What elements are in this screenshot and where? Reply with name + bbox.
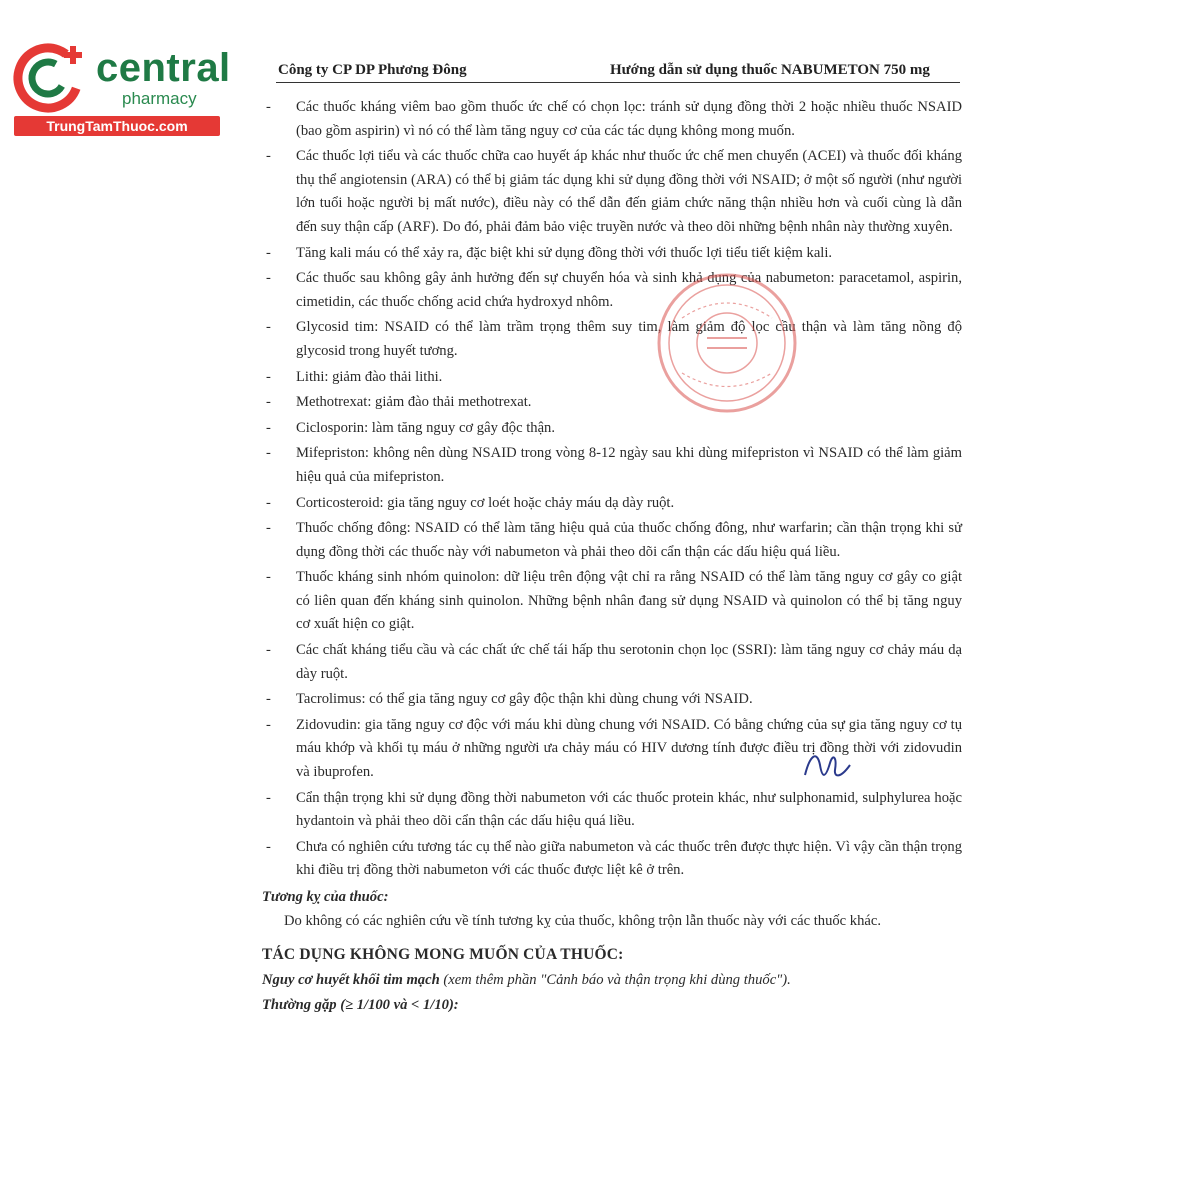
pharmacy-logo	[10, 38, 231, 138]
list-item: - Zidovudin: gia tăng nguy cơ độc với máu khi dùng chung với NSAID. Có bằng chứng của sự gia tăng nguy cơ tụ máu khớp và khối tụ máu ở những người ưa chảy máu có HIV dương tính được điều trị đồng thời với zidovudin và ibuprofen.	[266, 716, 962, 781]
logo-name: central	[96, 46, 231, 90]
list-item: - Mifepriston: không nên dùng NSAID trong vòng 8-12 ngày sau khi dùng mifepriston vì NSAID có thể làm giảm hiệu quả của mifepriston.	[266, 445, 962, 485]
logo-subtitle: pharmacy	[122, 89, 197, 108]
adverse-frequency: Thường gặp (≥ 1/100 và < 1/10):	[262, 997, 459, 1014]
central-pharmacy-logo-icon	[10, 38, 90, 118]
compat-title: Tương kỵ của thuốc:	[262, 889, 389, 905]
header-doc-title: Hướng dẫn sử dụng thuốc NABUMETON 750 mg	[610, 62, 930, 78]
list-item: - Ciclosporin: làm tăng nguy cơ gây độc thận.	[266, 419, 556, 436]
list-item: - Cẩn thận trọng khi sử dụng đồng thời nabumeton với các thuốc protein khác, như sulphonamid, sulphylurea hoặc hydantoin và phải theo dõi cẩn thận các dấu hiệu quá liều.	[266, 789, 962, 830]
list-item: - Glycosid tim: NSAID có thể làm trầm trọng thêm suy tim, làm giảm độ lọc cầu thận và làm tăng nồng độ glycosid trong huyết tương.	[266, 319, 962, 359]
adverse-risk-line	[262, 969, 962, 993]
document-body	[262, 96, 962, 1018]
list-item: - Các thuốc sau không gây ảnh hưởng đến sự chuyển hóa và sinh khả dụng của nabumeton: paracetamol, aspirin, cimetidin, các thuốc chống acid chứa hydroxyd nhôm.	[266, 270, 962, 310]
list-item: - Tacrolimus: có thể gia tăng nguy cơ gây độc thận khi dùng chung với NSAID.	[266, 691, 753, 708]
list-item: - Các thuốc lợi tiểu và các thuốc chữa cao huyết áp khác như thuốc ức chế men chuyển (ACEI) và thuốc đối kháng thụ thể angiotensin (ARA) có thể bị giảm tác dụng khi sử dụng đồng thời với NSAID; ở một số người (như người lớn tuổi hoặc người bị mất nước), điều này có thể dẫn đến giảm chức năng thận nhiều hơn và cuối cùng là dẫn đến suy thận cấp (ARF). Do đó, phải đảm bảo việc truyền nước và theo dõi những bệnh nhân này thường xuyên.	[266, 148, 962, 235]
list-item: - Tăng kali máu có thể xảy ra, đặc biệt khi sử dụng đồng thời với thuốc lợi tiểu tiết kiệm kali.	[266, 244, 833, 261]
signature-icon	[795, 735, 855, 795]
compat-text: Do không có các nghiên cứu về tính tương kỵ của thuốc, không trộn lẫn thuốc này với các thuốc khác.	[284, 912, 882, 929]
adverse-risk-note: (xem thêm phần "Cảnh báo và thận trọng khi dùng thuốc").	[439, 971, 791, 988]
list-item: - Thuốc kháng sinh nhóm quinolon: dữ liệu trên động vật chỉ ra rằng NSAID có thể làm tăng nguy cơ gây co giật có liên quan đến kháng sinh quinolon. Những bệnh nhân đang sử dụng NSAID và quinolon có thể bị tăng nguy cơ xuất hiện co giật.	[266, 569, 962, 633]
list-item: - Các chất kháng tiểu cầu và các chất ức chế tái hấp thu serotonin chọn lọc (SSRI): làm tăng nguy cơ chảy máu dạ dày ruột.	[266, 642, 962, 682]
header-company: Công ty CP DP Phương Đông	[278, 62, 467, 78]
list-item: - Chưa có nghiên cứu tương tác cụ thể nào giữa nabumeton và các thuốc trên được thực hiện. Vì vậy cần thận trọng khi điều trị đồng thời nabumeton với các thuốc được liệt kê ở trên.	[266, 838, 962, 879]
list-item: - Methotrexat: giảm đào thải methotrexat.	[266, 394, 532, 411]
adverse-risk-label: Nguy cơ huyết khối tim mạch	[262, 971, 440, 988]
header-rule	[276, 82, 960, 83]
company-stamp-icon	[652, 268, 802, 418]
logo-site: TrungTamThuoc.com	[14, 116, 220, 136]
list-item: - Các thuốc kháng viêm bao gồm thuốc ức chế có chọn lọc: tránh sử dụng đồng thời 2 hoặc nhiều thuốc NSAID (bao gồm aspirin) vì nó có thể làm tăng nguy cơ của các tác dụng không mong muốn.	[266, 99, 962, 139]
list-item: - Corticosteroid: gia tăng nguy cơ loét hoặc chảy máu dạ dày ruột.	[266, 494, 675, 511]
list-item: - Thuốc chống đông: NSAID có thể làm tăng hiệu quả của thuốc chống đông, như warfarin; cần thận trọng khi sử dụng đồng thời các thuốc này với nabumeton và phải theo dõi cẩn thận các dấu hiệu quá liều.	[266, 520, 962, 560]
list-item: - Lithi: giảm đào thải lithi.	[266, 368, 443, 385]
adverse-title: TÁC DỤNG KHÔNG MONG MUỐN CỦA THUỐC:	[262, 946, 624, 964]
